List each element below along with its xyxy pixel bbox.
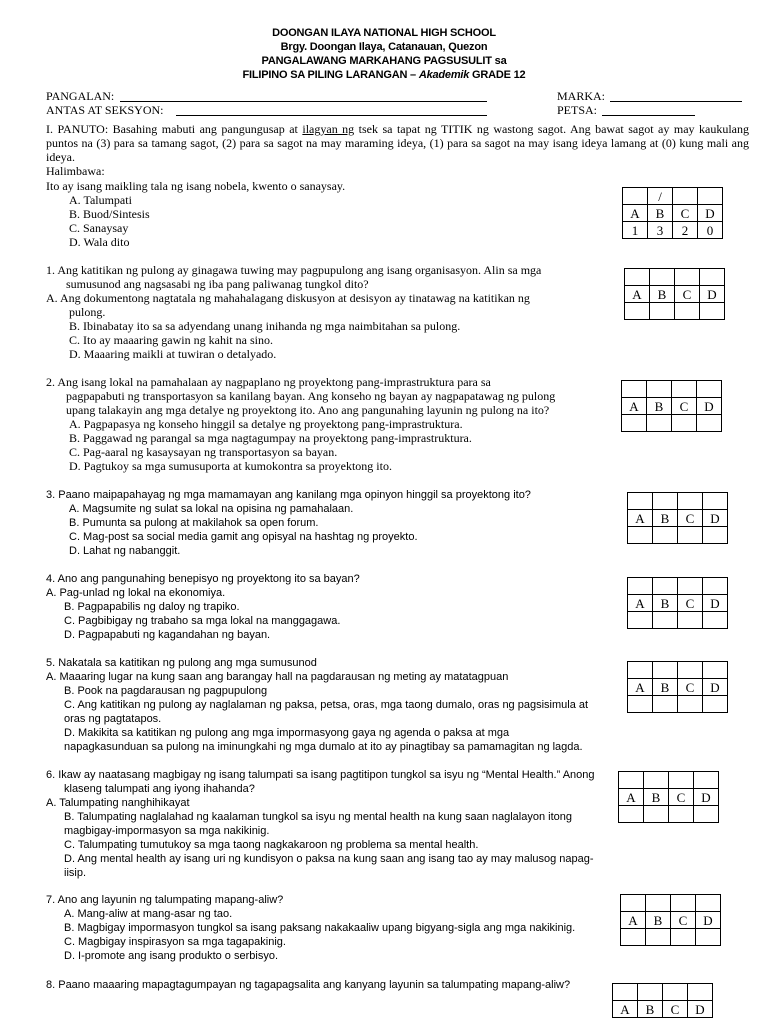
grid-letter[interactable]: B	[638, 1001, 663, 1018]
grade-field-line[interactable]	[610, 101, 742, 102]
grid-cell[interactable]	[703, 696, 728, 713]
grid-cell[interactable]	[678, 493, 703, 510]
grid-cell[interactable]	[653, 578, 678, 595]
q2-choice-d: D. Pagtukoy sa mga sumusuporta at kumokontra sa proyektong ito.	[69, 459, 392, 473]
q7-choice-b: B. Magbigay impormasyon tungkol sa isang paksang nakakaaliw upang bigyang-sigla ang mga nakikinig.	[64, 922, 576, 934]
q7-choice-d: D. I-promote ang isang produkto o serbisyo.	[64, 950, 279, 962]
grid-cell[interactable]	[650, 269, 675, 286]
grid-cell[interactable]	[678, 527, 703, 544]
grid-cell[interactable]	[678, 696, 703, 713]
example-choice-c: C. Sanaysay	[69, 221, 129, 235]
instructions-underlined: ilagyan ng	[302, 122, 355, 136]
q5-choice-b: B. Pook na pagdarausan ng pagpupulong	[64, 685, 268, 697]
grid-letter[interactable]: C	[675, 286, 700, 303]
grid-cell[interactable]	[672, 415, 697, 432]
q5-stem: 5. Nakatala sa katitikan ng pulong ang mga sumusunod	[46, 657, 317, 669]
grid-cell[interactable]	[628, 578, 653, 595]
grid-letter[interactable]: C	[678, 679, 703, 696]
grid-letter: A	[623, 205, 648, 222]
q6-choice-a: A. Talumpating nanghihikayat	[46, 797, 190, 809]
grid-letter[interactable]: D	[703, 595, 728, 612]
subject-suffix: GRADE 12	[469, 69, 526, 81]
example-choice-a: A. Talumpati	[69, 193, 132, 207]
grid-letter[interactable]: C	[669, 789, 694, 806]
subject-prefix: FILIPINO SA PILING LARANGAN –	[242, 69, 419, 81]
name-label: PANGALAN:	[46, 89, 115, 103]
grid-points: 0	[698, 222, 723, 239]
grid-cell[interactable]	[653, 493, 678, 510]
q7-stem: 7. Ano ang layunin ng talumpating mapang-aliw?	[46, 894, 284, 906]
grid-cell[interactable]	[647, 381, 672, 398]
grid-cell[interactable]	[653, 696, 678, 713]
q4-answer-grid[interactable]	[627, 577, 728, 629]
grid-letter: C	[673, 205, 698, 222]
grade-label: MARKA:	[557, 89, 606, 103]
grid-letter[interactable]: D	[700, 286, 725, 303]
grid-cell[interactable]	[700, 269, 725, 286]
q5-answer-grid[interactable]	[627, 661, 728, 713]
q7-answer-grid[interactable]	[620, 894, 721, 946]
grid-cell[interactable]	[696, 895, 721, 912]
date-label: PETSA:	[557, 103, 598, 117]
grid-cell[interactable]	[697, 381, 722, 398]
grid-letter[interactable]: A	[619, 789, 644, 806]
subject-title	[0, 69, 768, 81]
q1-stem: 1. Ang katitikan ng pulong ay ginagawa tuwing may pagpupulong ang isang organisasyon. Alin sa mga	[46, 263, 542, 277]
subject-italic: Akademik	[418, 69, 470, 81]
grid-letter[interactable]: D	[694, 789, 719, 806]
grid-cell[interactable]	[646, 929, 671, 946]
grid-cell[interactable]	[678, 612, 703, 629]
grid-cell[interactable]	[646, 895, 671, 912]
q6-stem-cont: klaseng talumpati ang iyong ihahanda?	[64, 783, 255, 795]
grid-cell[interactable]	[672, 381, 697, 398]
grid-cell[interactable]	[622, 381, 647, 398]
check-mark: /	[648, 188, 673, 205]
grid-cell[interactable]	[669, 806, 694, 823]
q6-stem: 6. Ikaw ay naatasang magbigay ng isang talumpati sa isang pagtitipon tungkol sa isyu ng “Mental Health.” Anong	[46, 769, 595, 781]
grid-cell[interactable]	[625, 303, 650, 320]
grid-cell[interactable]	[663, 984, 688, 1001]
grid-cell[interactable]	[671, 929, 696, 946]
q6-choice-c: C. Talumpating tumutukoy sa mga taong nagkakaroon ng problema sa mental health.	[64, 839, 479, 851]
grid-letter[interactable]: C	[671, 912, 696, 929]
grid-cell[interactable]	[644, 806, 669, 823]
grid-cell[interactable]	[625, 269, 650, 286]
grid-letter[interactable]: A	[628, 595, 653, 612]
grid-cell[interactable]	[619, 806, 644, 823]
grid-cell[interactable]	[703, 527, 728, 544]
grid-letter[interactable]: C	[678, 510, 703, 527]
grid-cell[interactable]	[628, 696, 653, 713]
grid-letter[interactable]: B	[653, 595, 678, 612]
q6-choice-b: B. Talumpating naglalahad ng kaalaman tungkol sa isyu ng mental health na kung saan naglalayon itong	[64, 811, 572, 823]
grid-points: 2	[673, 222, 698, 239]
q6-answer-grid[interactable]	[618, 771, 719, 823]
grid-letter: D	[698, 205, 723, 222]
grid-cell[interactable]	[653, 662, 678, 679]
grid-letter[interactable]: B	[646, 912, 671, 929]
example-question: Ito ay isang maikling tala ng isang nobela, kwento o sanaysay.	[46, 179, 346, 193]
grid-cell[interactable]	[628, 527, 653, 544]
example-label: Halimbawa:	[46, 164, 105, 178]
section-label: ANTAS AT SEKSYON:	[46, 103, 164, 117]
school-name: DOONGAN ILAYA NATIONAL HIGH SCHOOL	[272, 27, 496, 39]
grid-cell	[623, 188, 648, 205]
grid-cell	[673, 188, 698, 205]
grid-cell[interactable]	[621, 895, 646, 912]
q1-choice-a: A. Ang dokumentong nagtatala ng mahahalagang diskusyon at desisyon ay tinatawag na katitikan ng	[46, 291, 530, 305]
grid-cell[interactable]	[628, 662, 653, 679]
q7-choice-a: A. Mang-aliw at mang-asar ng tao.	[64, 908, 233, 920]
q1-answer-grid[interactable]	[624, 268, 725, 320]
grid-cell[interactable]	[678, 662, 703, 679]
q6-choice-b-cont: magbigay-impormasyon sa mga nakikinig.	[64, 825, 270, 837]
q4-choice-a: A. Pag-unlad ng lokal na ekonomiya.	[46, 587, 226, 599]
q5-choice-d: D. Makikita sa katitikan ng pulong ang mga impormasyong gaya ng agenda o paksa at mga	[64, 727, 510, 739]
grid-points: 1	[623, 222, 648, 239]
grid-letter[interactable]: C	[672, 398, 697, 415]
q2-stem-cont2: upang talakayin ang mga detalye ng proyektong ito. Ano ang pangunahing layunin ng pulong na ito?	[66, 403, 550, 417]
example-choice-b: B. Buod/Sintesis	[69, 207, 150, 221]
q5-choice-a: A. Maaaring lugar na kung saan ang barangay hall na pagdarausan ng meting ay matatagpuan	[46, 671, 509, 683]
grid-cell[interactable]	[653, 612, 678, 629]
grid-cell[interactable]	[613, 984, 638, 1001]
instructions-text	[46, 122, 749, 164]
q3-choice-a: A. Magsumite ng sulat sa lokal na opisina ng pamahalaan.	[69, 503, 354, 515]
q4-stem: 4. Ano ang pangunahing benepisyo ng proyektong ito sa bayan?	[46, 573, 360, 585]
grid-letter[interactable]: A	[613, 1001, 638, 1018]
q2-stem-cont: pagpapabuti ng transportasyon sa kanilang bayan. Ang konseho ng bayan ay nagpapatawag ng pulong	[66, 389, 556, 403]
grid-cell[interactable]	[638, 984, 663, 1001]
grid-cell[interactable]	[678, 578, 703, 595]
q8-answer-grid[interactable]	[612, 983, 713, 1018]
grid-letter[interactable]: D	[703, 510, 728, 527]
grid-cell[interactable]	[628, 493, 653, 510]
grid-cell[interactable]	[671, 895, 696, 912]
date-field-line[interactable]	[602, 115, 695, 116]
grid-cell[interactable]	[703, 662, 728, 679]
q3-answer-grid[interactable]	[627, 492, 728, 544]
grid-cell[interactable]	[647, 415, 672, 432]
q2-choice-a: A. Pagpapasya ng konseho hinggil sa detalye ng proyektong pang-imprastruktura.	[69, 417, 463, 431]
example-answer-grid	[622, 187, 723, 239]
grid-cell	[698, 188, 723, 205]
grid-cell[interactable]	[688, 984, 713, 1001]
grid-letter[interactable]: D	[688, 1001, 713, 1018]
grid-cell[interactable]	[675, 269, 700, 286]
q1-choice-a-cont: pulong.	[69, 305, 106, 319]
q3-choice-c: C. Mag-post sa social media gamit ang opisyal na hashtag ng proyekto.	[69, 531, 418, 543]
q2-choice-c: C. Pag-aaral ng kasaysayan ng transportasyon sa bayan.	[69, 445, 338, 459]
q1-choice-c: C. Ito ay maaaring gawin ng kahit na sino.	[69, 333, 273, 347]
name-field-line[interactable]	[120, 101, 487, 102]
q2-stem: 2. Ang isang lokal na pamahalaan ay nagpaplano ng proyektong pang-imprastruktura para sa	[46, 375, 491, 389]
q6-choice-d-cont: iisip.	[64, 867, 87, 879]
grid-cell[interactable]	[696, 929, 721, 946]
grid-letter[interactable]: D	[697, 398, 722, 415]
grid-cell[interactable]	[644, 772, 669, 789]
q4-choice-c: C. Pagbibigay ng trabaho sa mga lokal na manggagawa.	[64, 615, 341, 627]
grid-letter[interactable]: D	[703, 679, 728, 696]
grid-letter[interactable]: B	[653, 679, 678, 696]
q4-choice-b: B. Pagpapabilis ng daloy ng trapiko.	[64, 601, 240, 613]
q7-choice-c: C. Magbigay inspirasyon sa mga tagapakinig.	[64, 936, 286, 948]
grid-letter[interactable]: B	[653, 510, 678, 527]
grid-letter[interactable]: B	[644, 789, 669, 806]
grid-letter[interactable]: A	[625, 286, 650, 303]
grid-points: 3	[648, 222, 673, 239]
grid-letter[interactable]: D	[696, 912, 721, 929]
q5-choice-d-cont: napagkasunduan sa pulong na iminungkahi ng mga dumalo at ito ay pinagtibay sa pamamagitan ng lagda.	[64, 741, 583, 753]
grid-cell[interactable]	[650, 303, 675, 320]
grid-cell[interactable]	[653, 527, 678, 544]
grid-letter[interactable]: C	[678, 595, 703, 612]
q3-choice-b: B. Pumunta sa pulong at makilahok sa open forum.	[69, 517, 319, 529]
grid-cell[interactable]	[703, 493, 728, 510]
q2-choice-b: B. Paggawad ng parangal sa mga nagtagumpay na proyektong pang-imprastruktura.	[69, 431, 472, 445]
section-field-line[interactable]	[176, 115, 487, 116]
q1-choice-b: B. Ibinabatay ito sa sa adyendang unang inihanda ng mga naimbitahan sa pulong.	[69, 319, 461, 333]
q8-stem: 8. Paano maaaring mapagtagumpayan ng tagapagsalita ang kanyang layunin sa talumpating mapang-aliw?	[46, 979, 571, 991]
grid-letter: B	[648, 205, 673, 222]
grid-letter[interactable]: A	[628, 679, 653, 696]
grid-cell[interactable]	[619, 772, 644, 789]
grid-cell[interactable]	[703, 578, 728, 595]
q2-answer-grid[interactable]	[621, 380, 722, 432]
grid-cell[interactable]	[697, 415, 722, 432]
example-choice-d: D. Wala dito	[69, 235, 130, 249]
grid-cell[interactable]	[703, 612, 728, 629]
grid-cell[interactable]	[622, 415, 647, 432]
grid-letter[interactable]: A	[628, 510, 653, 527]
grid-letter[interactable]: C	[663, 1001, 688, 1018]
grid-letter[interactable]: A	[621, 912, 646, 929]
grid-letter[interactable]: A	[622, 398, 647, 415]
q3-choice-d: D. Lahat ng nabanggit.	[69, 545, 181, 557]
q1-stem-cont: sumusunod ang nagsasabi ng iba pang paliwanag tungkol dito?	[66, 277, 369, 291]
q5-choice-c-cont: oras ng pagtatapos.	[64, 713, 162, 725]
q6-choice-d: D. Ang mental health ay isang uri ng kundisyon o paksa na kung saan ang isang tao ay may malusog napag-	[64, 853, 594, 865]
grid-cell[interactable]	[675, 303, 700, 320]
q4-choice-d: D. Pagpapabuti ng kagandahan ng bayan.	[64, 629, 271, 641]
grid-cell[interactable]	[669, 772, 694, 789]
grid-letter[interactable]: B	[650, 286, 675, 303]
grid-cell[interactable]	[700, 303, 725, 320]
grid-cell[interactable]	[694, 772, 719, 789]
q5-choice-c: C. Ang katitikan ng pulong ay naglalaman ng paksa, petsa, oras, mga taong dumalo, oras ng pagsisimula at	[64, 699, 589, 711]
instructions-part2: tsek sa tapat ng TITIK ng wastong sagot. Ang bawat sagot ay may kaukulang puntos na (3) para sa tamang sagot, (2) para sa sagot na may maraming ideya, (1) para sa sagot na may isang ideya lamang at (0) kung mali ang ideya.	[46, 122, 749, 164]
exam-title: PANGALAWANG MARKAHANG PAGSUSULIT sa	[261, 55, 507, 67]
instructions-part1: I. PANUTO: Basahing mabuti ang pangungusap at	[46, 122, 303, 136]
grid-cell[interactable]	[694, 806, 719, 823]
school-address: Brgy. Doongan Ilaya, Catanauan, Quezon	[280, 41, 488, 53]
q1-choice-d: D. Maaaring maikli at tuwiran o detalyado.	[69, 347, 277, 361]
grid-letter[interactable]: B	[647, 398, 672, 415]
grid-cell[interactable]	[621, 929, 646, 946]
grid-cell[interactable]	[628, 612, 653, 629]
q3-stem: 3. Paano maipapahayag ng mga mamamayan ang kanilang mga opinyon hinggil sa proyektong ito?	[46, 489, 531, 501]
